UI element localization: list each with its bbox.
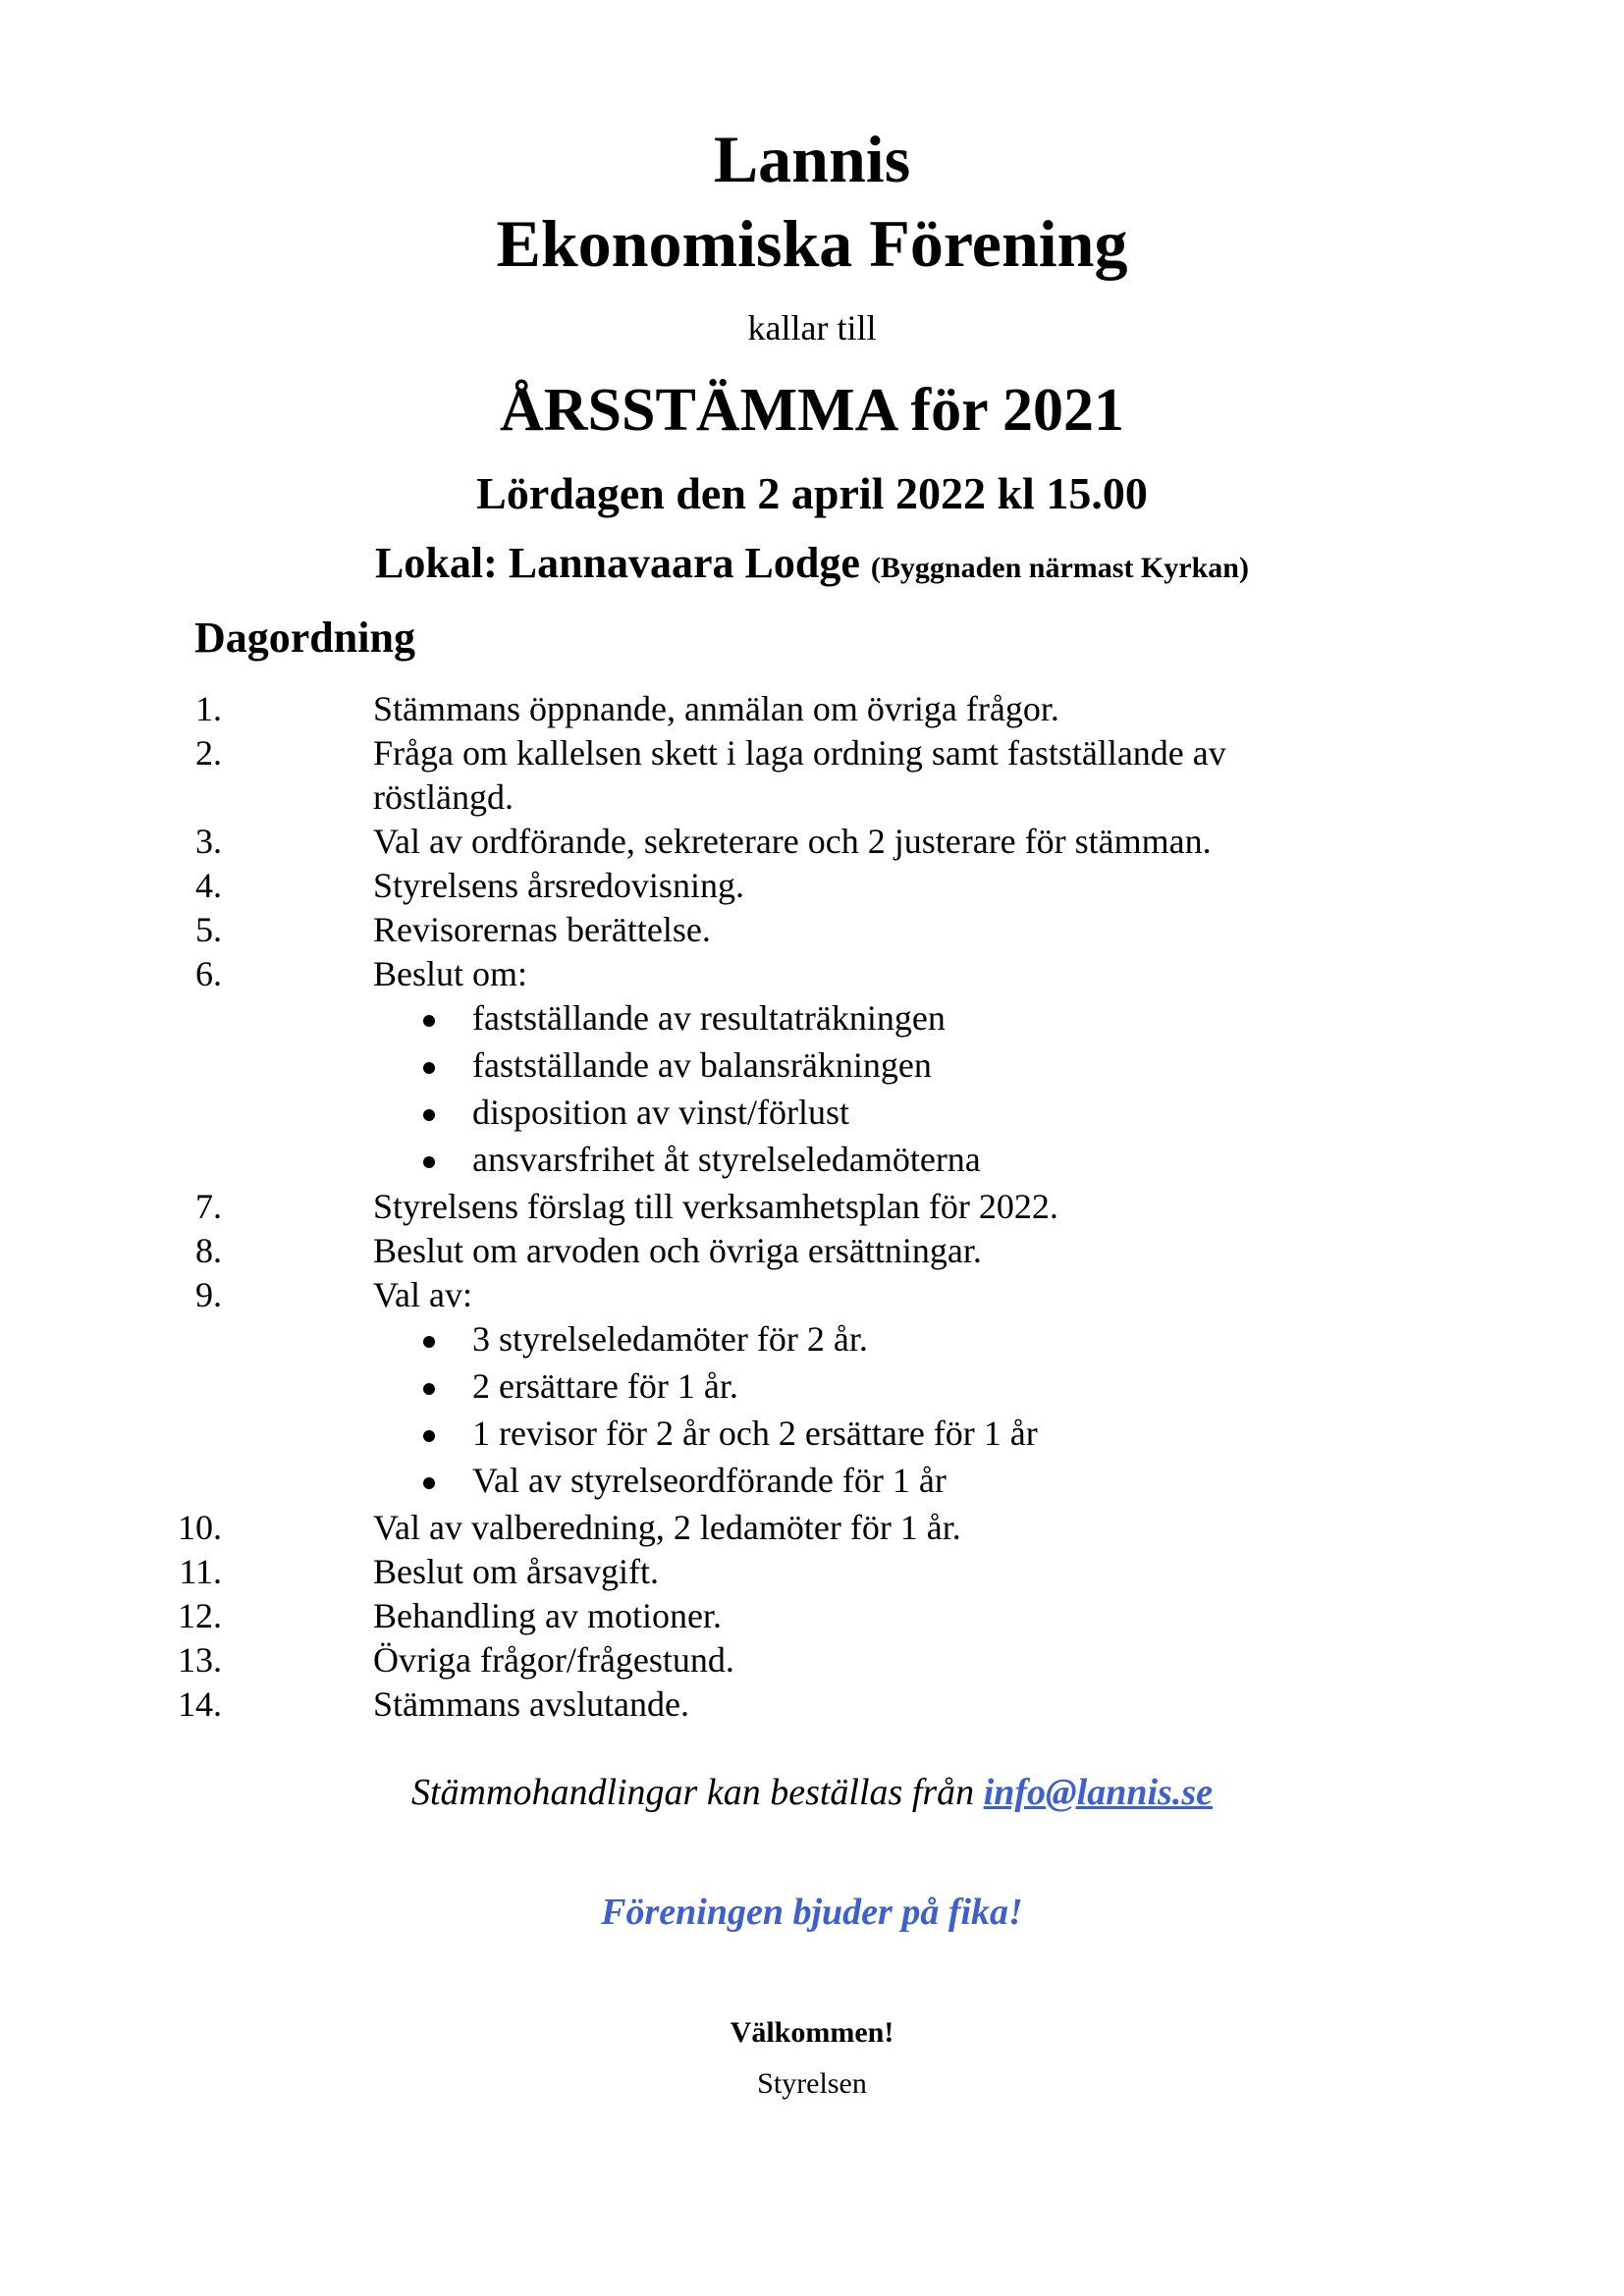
agenda-item-text: Beslut om:	[373, 954, 528, 993]
agenda-heading: Dagordning	[194, 614, 415, 662]
agenda-item-text: Stämmans öppnande, anmälan om övriga frågor.	[373, 689, 1059, 728]
agenda-item-number: 3.	[195, 822, 222, 861]
bullet-icon	[423, 1109, 435, 1121]
agenda-item	[0, 731, 1624, 775]
agenda-subitem-text: disposition av vinst/förlust	[472, 1093, 850, 1132]
meeting-title: ÅRSSTÄMMA för 2021	[499, 377, 1125, 444]
bullet-icon	[423, 1062, 435, 1074]
agenda-item-number: 14.	[178, 1684, 222, 1724]
agenda-item-text: Revisorernas berättelse.	[373, 910, 711, 949]
venue-label: Lokal: Lannavaara Lodge	[375, 539, 860, 587]
agenda-item-number: 13.	[178, 1640, 222, 1680]
agenda-item	[0, 1273, 1624, 1317]
bullet-icon	[423, 1430, 435, 1442]
agenda-subitem-text: Val av styrelseordförande för 1 år	[472, 1461, 947, 1500]
agenda-item-text: Stämmans avslutande.	[373, 1684, 689, 1724]
agenda-item	[0, 687, 1624, 731]
agenda-subitem	[0, 1317, 1624, 1364]
agenda-subitem-text: 2 ersättare för 1 år.	[472, 1366, 738, 1406]
agenda-item-text: Behandling av motioner.	[373, 1596, 722, 1635]
agenda-subitem	[0, 1091, 1624, 1138]
agenda-item-text: Val av:	[373, 1275, 472, 1314]
kallar-till: kallar till	[747, 308, 877, 347]
agenda-item-text: Styrelsens årsredovisning.	[373, 866, 744, 905]
agenda-subitem	[0, 1459, 1624, 1506]
agenda-item-text: Val av ordförande, sekreterare och 2 justerare för stämman.	[373, 822, 1212, 861]
agenda-subitem-text: fastställande av balansräkningen	[472, 1045, 932, 1085]
documents-note-text: Stämmohandlingar kan beställas från	[411, 1772, 975, 1813]
agenda-item-number: 8.	[195, 1231, 222, 1270]
agenda-item-text: Styrelsens förslag till verksamhetsplan för 2022.	[373, 1187, 1058, 1226]
agenda-item-number: 1.	[195, 689, 222, 728]
documents-note	[0, 1769, 1624, 1816]
agenda-item	[0, 1682, 1624, 1727]
agenda-item-text: Val av valberedning, 2 ledamöter för 1 år.	[373, 1508, 961, 1547]
agenda-item	[0, 1638, 1624, 1682]
bullet-icon	[423, 1336, 435, 1348]
agenda-list	[0, 687, 1624, 1727]
title-line-2: Ekonomiska Förening	[496, 206, 1128, 281]
agenda-item-text: Övriga frågor/frågestund.	[373, 1640, 734, 1680]
fika-note: Föreningen bjuder på fika!	[601, 1892, 1023, 1933]
meeting-venue	[0, 536, 1624, 596]
agenda-subitem	[0, 996, 1624, 1043]
agenda-item-text: Beslut om arvoden och övriga ersättningar.	[373, 1231, 982, 1270]
agenda-item	[0, 1185, 1624, 1229]
bullet-icon	[423, 1156, 435, 1168]
bullet-icon	[423, 1383, 435, 1395]
agenda-subitem-text: 3 styrelseledamöter för 2 år.	[472, 1319, 868, 1359]
agenda-item	[0, 864, 1624, 908]
agenda-item-number: 9.	[195, 1275, 222, 1314]
agenda-subitem-text: ansvarsfrihet åt styrelseledamöterna	[472, 1140, 981, 1179]
title-line-1: Lannis	[713, 122, 911, 196]
email-link[interactable]: info@lannis.se	[983, 1772, 1213, 1813]
agenda-item	[0, 820, 1624, 864]
agenda-subitem	[0, 1138, 1624, 1185]
agenda-item-continuation	[0, 775, 1624, 820]
bullet-icon	[423, 1015, 435, 1027]
agenda-item	[0, 908, 1624, 952]
agenda-subitem	[0, 1412, 1624, 1459]
welcome-text: Välkommen!	[730, 2016, 894, 2049]
agenda-subitem	[0, 1043, 1624, 1091]
agenda-item-number: 7.	[195, 1187, 222, 1226]
agenda-item-number: 4.	[195, 866, 222, 905]
agenda-subitem-text: fastställande av resultaträkningen	[472, 998, 946, 1038]
agenda-item	[0, 1506, 1624, 1550]
agenda-item	[0, 1594, 1624, 1638]
agenda-subitem	[0, 1364, 1624, 1412]
venue-note: (Byggnaden närmast Kyrkan)	[870, 552, 1249, 584]
agenda-item-number: 6.	[195, 954, 222, 993]
agenda-subitem-text: 1 revisor för 2 år och 2 ersättare för 1 år	[472, 1414, 1038, 1453]
meeting-date: Lördagen den 2 april 2022 kl 15.00	[476, 468, 1148, 518]
signature: Styrelsen	[757, 2067, 867, 2100]
agenda-item-number: 11.	[179, 1552, 222, 1591]
agenda-item	[0, 1550, 1624, 1594]
agenda-item-text: Beslut om årsavgift.	[373, 1552, 659, 1591]
agenda-item-number: 2.	[195, 733, 222, 773]
agenda-item-number: 12.	[178, 1596, 222, 1635]
agenda-item-text: Fråga om kallelsen skett i laga ordning samt fastställande av	[373, 733, 1226, 773]
bullet-icon	[423, 1477, 435, 1489]
agenda-item-text: röstlängd.	[373, 777, 514, 817]
agenda-item-number: 10.	[178, 1508, 222, 1547]
agenda-item	[0, 952, 1624, 996]
agenda-item	[0, 1229, 1624, 1273]
agenda-item-number: 5.	[195, 910, 222, 949]
